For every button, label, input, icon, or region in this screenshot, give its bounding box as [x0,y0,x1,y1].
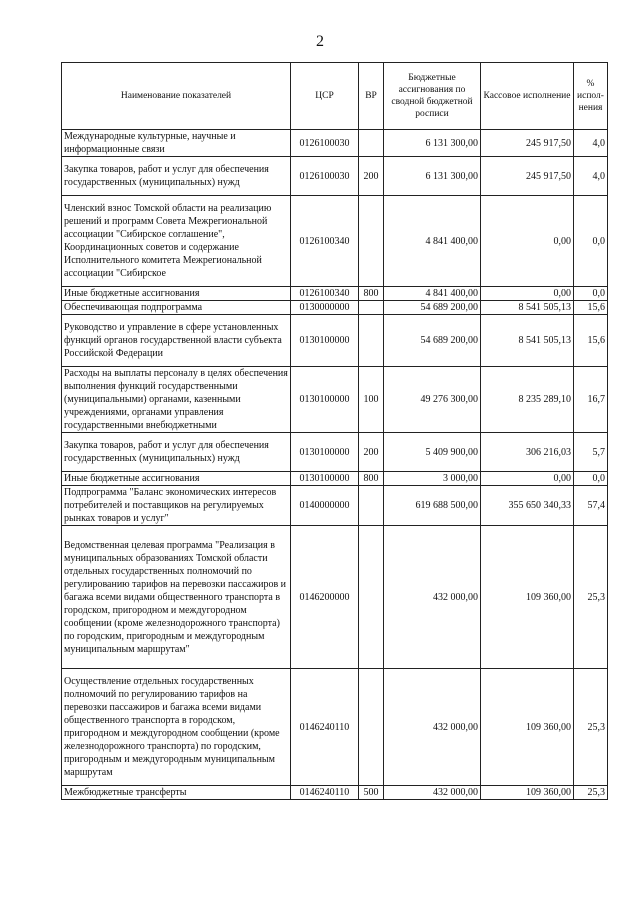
budget-table [61,62,608,800]
row-name: Закупка товаров, работ и услуг для обеспечения государственных (муниципальных) нужд [62,433,291,472]
row-cash-execution: 245 917,50 [481,157,574,196]
header-name: Наименование показателей [62,63,291,130]
header-csr: ЦСР [291,63,359,130]
row-percent: 15,6 [574,301,608,315]
table-row [62,367,608,433]
row-vr [359,486,384,526]
row-name: Осуществление отдельных государственных полномочий по регулированию тарифов на перевозки пассажиров и багажа всеми видами общественного транспорта в городском, пригородном и междугородном сообщении (кроме железнодорожного транспорта) по городским, пригородным и междугородным муниципальным маршрутам [62,669,291,786]
row-name: Руководство и управление в сфере установленных функций органов государственной власти субъекта Российской Федерации [62,315,291,367]
row-cash-execution: 8 541 505,13 [481,301,574,315]
row-csr: 0130000000 [291,301,359,315]
row-cash-execution: 0,00 [481,472,574,486]
table-row [62,786,608,800]
table-row [62,287,608,301]
row-percent: 15,6 [574,315,608,367]
row-name: Подпрограмма "Баланс экономических интересов потребителей и поставщиков на регулируемых рынках товаров и услуг" [62,486,291,526]
row-csr: 0130100000 [291,472,359,486]
row-percent: 4,0 [574,157,608,196]
row-name: Межбюджетные трансферты [62,786,291,800]
row-vr [359,526,384,669]
row-allocation: 4 841 400,00 [384,196,481,287]
table-row [62,526,608,669]
table-row [62,472,608,486]
row-allocation: 3 000,00 [384,472,481,486]
row-cash-execution: 0,00 [481,287,574,301]
row-allocation: 49 276 300,00 [384,367,481,433]
row-csr: 0146200000 [291,526,359,669]
row-csr: 0126100340 [291,196,359,287]
row-percent: 25,3 [574,526,608,669]
table-row [62,315,608,367]
row-cash-execution: 109 360,00 [481,786,574,800]
table-row [62,433,608,472]
row-cash-execution: 109 360,00 [481,526,574,669]
row-cash-execution: 245 917,50 [481,130,574,157]
table-row [62,669,608,786]
row-vr: 500 [359,786,384,800]
header-percent: % испол-нения [574,63,608,130]
row-percent: 16,7 [574,367,608,433]
row-cash-execution: 8 541 505,13 [481,315,574,367]
row-csr: 0140000000 [291,486,359,526]
header-vr: ВР [359,63,384,130]
header-cash: Кассовое исполнение [481,63,574,130]
row-percent: 0,0 [574,196,608,287]
row-csr: 0130100000 [291,367,359,433]
row-name: Закупка товаров, работ и услуг для обеспечения государственных (муниципальных) нужд [62,157,291,196]
row-csr: 0130100000 [291,433,359,472]
row-name: Иные бюджетные ассигнования [62,287,291,301]
row-vr [359,196,384,287]
row-csr: 0146240110 [291,669,359,786]
table-row [62,301,608,315]
row-name: Ведомственная целевая программа "Реализация в муниципальных образованиях Томской области отдельных государственных полномочий по регулированию тарифов на перевозки пассажиров и багажа всеми видами общественного транспорта в городском, пригородном и междугородном сообщении (кроме железнодорожного транспорта) по городским, пригородным и междугородным муниципальным маршрутам" [62,526,291,669]
row-name: Членский взнос Томской области на реализацию решений и программ Совета Межрегиональной ассоциации "Сибирское соглашение", Координационных советов и содержание Исполнительного комитета Межрегиональной ассоциации "Сибирское [62,196,291,287]
row-allocation: 6 131 300,00 [384,157,481,196]
row-vr: 200 [359,157,384,196]
row-csr: 0126100030 [291,157,359,196]
row-vr: 100 [359,367,384,433]
row-percent: 4,0 [574,130,608,157]
row-vr [359,669,384,786]
row-name: Международные культурные, научные и информационные связи [62,130,291,157]
row-allocation: 6 131 300,00 [384,130,481,157]
row-vr [359,130,384,157]
row-name: Иные бюджетные ассигнования [62,472,291,486]
row-csr: 0126100030 [291,130,359,157]
row-allocation: 432 000,00 [384,669,481,786]
row-allocation: 54 689 200,00 [384,315,481,367]
table-header-row [62,63,608,130]
header-allocations: Бюджетные ассигнования по сводной бюджетной росписи [384,63,481,130]
table-row [62,130,608,157]
row-allocation: 619 688 500,00 [384,486,481,526]
row-allocation: 432 000,00 [384,786,481,800]
row-vr: 800 [359,287,384,301]
row-percent: 5,7 [574,433,608,472]
page-number: 2 [316,33,324,50]
row-percent: 0,0 [574,287,608,301]
row-allocation: 54 689 200,00 [384,301,481,315]
row-csr: 0126100340 [291,287,359,301]
row-percent: 25,3 [574,786,608,800]
table-row [62,157,608,196]
row-vr: 800 [359,472,384,486]
row-allocation: 4 841 400,00 [384,287,481,301]
table-row [62,196,608,287]
row-allocation: 5 409 900,00 [384,433,481,472]
row-percent: 57,4 [574,486,608,526]
row-vr: 200 [359,433,384,472]
row-cash-execution: 306 216,03 [481,433,574,472]
row-vr [359,315,384,367]
row-csr: 0130100000 [291,315,359,367]
row-percent: 0,0 [574,472,608,486]
row-vr [359,301,384,315]
row-allocation: 432 000,00 [384,526,481,669]
row-csr: 0146240110 [291,786,359,800]
row-cash-execution: 0,00 [481,196,574,287]
table-row [62,486,608,526]
row-percent: 25,3 [574,669,608,786]
row-cash-execution: 109 360,00 [481,669,574,786]
row-name: Расходы на выплаты персоналу в целях обеспечения выполнения функций государственными (муниципальными) органами, казенными учреждениями, органами управления государственными внебюджетными [62,367,291,433]
row-name: Обеспечивающая подпрограмма [62,301,291,315]
row-cash-execution: 8 235 289,10 [481,367,574,433]
row-cash-execution: 355 650 340,33 [481,486,574,526]
